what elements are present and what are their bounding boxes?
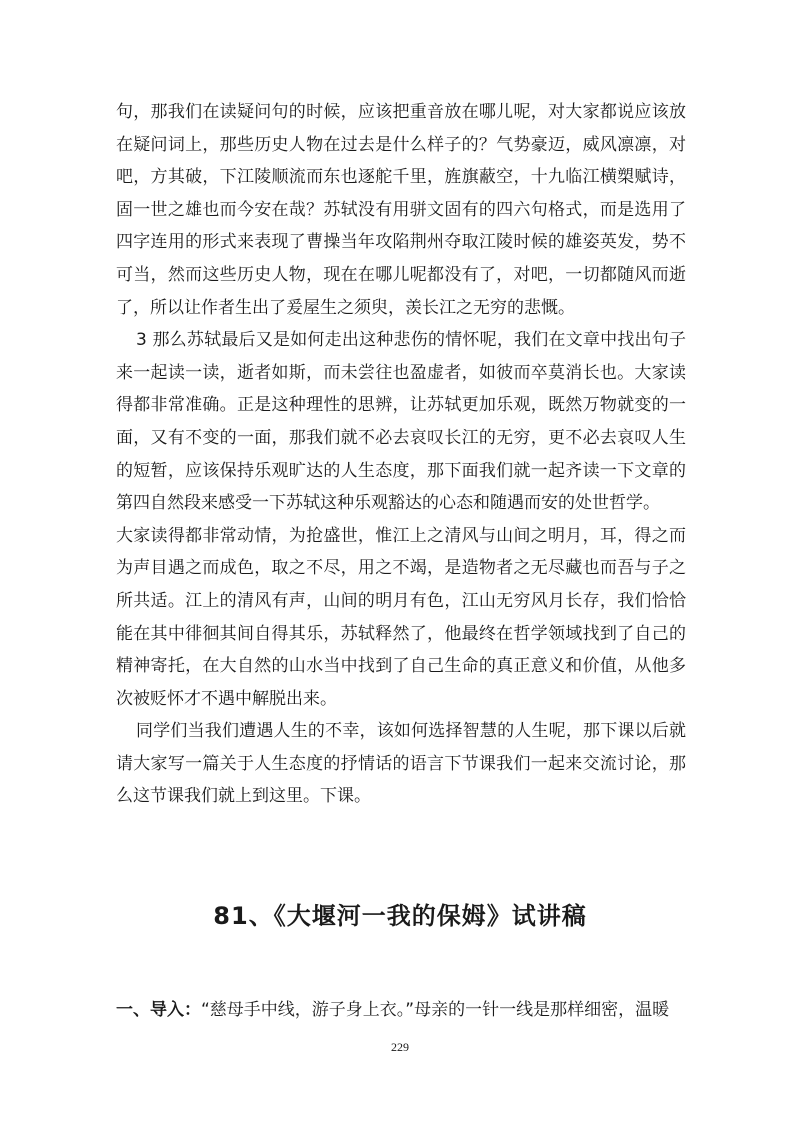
- paragraph-closing: 同学们当我们遭遇人生的不幸，该如何选择智慧的人生呢，那下课以后就请大家写一篇关于人生态度的抒情话的语言下节课我们一起来交流讨论，那么这节课我们就上到这里。下课。: [116, 721, 686, 807]
- intro-text: “慈母手中线，游子身上衣。”母亲的一针一线是那样细密，温暖: [201, 1000, 670, 1020]
- body-text: [116, 96, 686, 813]
- paragraph-reading: 大家读得都非常动情，为抢盛世，惟江上之清风与山间之明月，耳，得之而为声目遇之而成色，取之不尽，用之不竭，是造物者之无尽藏也而吾与子之所共适。江上的清风有声，山间的明月有色，江山无穷风月长存，我们恰恰能在其中徘徊其间自得其乐，苏轼释然了，他最终在哲学领域找到了自己的精神寄托，在大自然的山水当中找到了自己生命的真正意义和价值，从他多次被贬怀才不遇中解脱出来。: [116, 525, 686, 709]
- paragraph-point-3: 3 那么苏轼最后又是如何走出这种悲伤的情怀呢，我们在文章中找出句子来一起读一读，逝者如斯，而未尝往也盈虚者，如彼而卒莫消长也。大家读得都非常准确。正是这种理性的思辨，让苏轼更加乐观，既然万物就变的一面，又有不变的一面，那我们就不必去哀叹长江的无穷，更不必去哀叹人生的短暂，应该保持乐观旷达的人生态度，那下面我们就一起齐读一下文章的第四自然段来感受一下苏轼这种乐观豁达的心态和随遇而安的处世哲学。: [116, 330, 686, 514]
- section-title: 81、《大堰河一我的保姆》试讲稿: [213, 902, 587, 930]
- intro-line: [116, 994, 686, 1026]
- paragraph-continuation: 句，那我们在读疑问句的时候，应该把重音放在哪儿呢，对大家都说应该放在疑问词上，那些历史人物在过去是什么样子的？气势豪迈，威风凛凛，对吧，方其破，下江陵顺流而东也逐舵千里，旌旗蔽空，十九临江横槊赋诗，固一世之雄也而今安在哉？苏轼没有用骈文固有的四六句格式，而是选用了四字连用的形式来表现了曹操当年攻陷荆州夺取江陵时候的雄姿英发，势不可当，然而这些历史人物，现在在哪儿呢都没有了，对吧，一切都随风而逝了，所以让作者生出了爰屋生之须臾，羡长江之无穷的悲慨。: [116, 102, 686, 318]
- page-number: 229: [391, 1040, 409, 1054]
- intro-lead: 一、导入：: [116, 1000, 201, 1020]
